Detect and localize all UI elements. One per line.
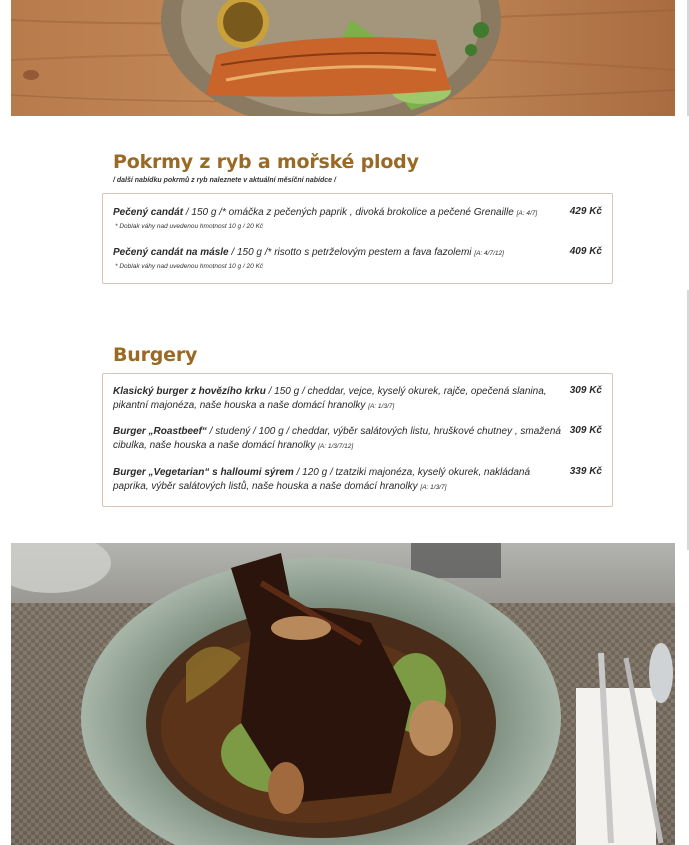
item-description: / studený / 100 g / cheddar, výběr salátových listu, hruškové chutney , smažená cibulka, naše houska a naše domácí hranolky xyxy=(113,426,561,451)
item-price: 409 Kč xyxy=(569,246,602,257)
item-description: / 120 g / tzatziki majonéza, kyselý okurek, nakládaná paprika, výběr salátových listů, naše houska a naše domácí hranolky xyxy=(113,467,531,492)
salmon-dish-photo xyxy=(11,0,675,116)
item-weight-note: * Doblak váhy nad uvedenou hmotnost 10 g / 20 Kč xyxy=(115,263,264,270)
item-weight-note: * Doblak váhy nad uvedenou hmotnost 10 g / 20 Kč xyxy=(115,223,264,230)
item-name: Burger „Roastbeef“ xyxy=(113,426,207,437)
fish-section-subtitle: / další nabídku pokrmů z ryb naleznete v aktuální měsíční nabídce / xyxy=(113,177,336,184)
item-allergens: [A: 4/7] xyxy=(516,210,538,217)
item-price: 339 Kč xyxy=(569,466,602,477)
item-allergens: [A: 4/7/12] xyxy=(474,250,504,257)
item-allergens: [A: 1/3/7] xyxy=(420,484,447,491)
burger-menu-box xyxy=(102,373,613,507)
item-name: Burger „Vegetarian“ s halloumi sýrem xyxy=(113,467,294,478)
braised-meat-dish-photo xyxy=(11,543,675,845)
fish-menu-box xyxy=(102,193,613,284)
item-name: Pečený candát na másle xyxy=(113,247,229,258)
item-description: / 150 g /* omáčka z pečených paprik , divoká brokolice a pečené Grenaille xyxy=(183,207,517,218)
item-description: / 150 g / cheddar, vejce, kyselý okurek, rajče, opečená slanina, pikantní majonéza, naše houska a naše domácí hranolky xyxy=(113,386,547,411)
item-description: / 150 g /* risotto s petrželovým pestem a fava fazolemi xyxy=(228,247,475,258)
item-allergens: [A: 1/3/7/12] xyxy=(318,443,354,450)
item-name: Pečený candát xyxy=(113,207,184,218)
item-name: Klasický burger z hovězího krku xyxy=(113,386,266,397)
item-price: 309 Kč xyxy=(569,425,602,436)
fish-section-title: Pokrmy z ryb a mořské plody xyxy=(113,151,419,173)
item-price: 309 Kč xyxy=(569,385,602,396)
burger-section-title: Burgery xyxy=(113,344,198,366)
item-allergens: [A: 1/3/7] xyxy=(368,403,395,410)
item-price: 429 Kč xyxy=(569,206,602,217)
